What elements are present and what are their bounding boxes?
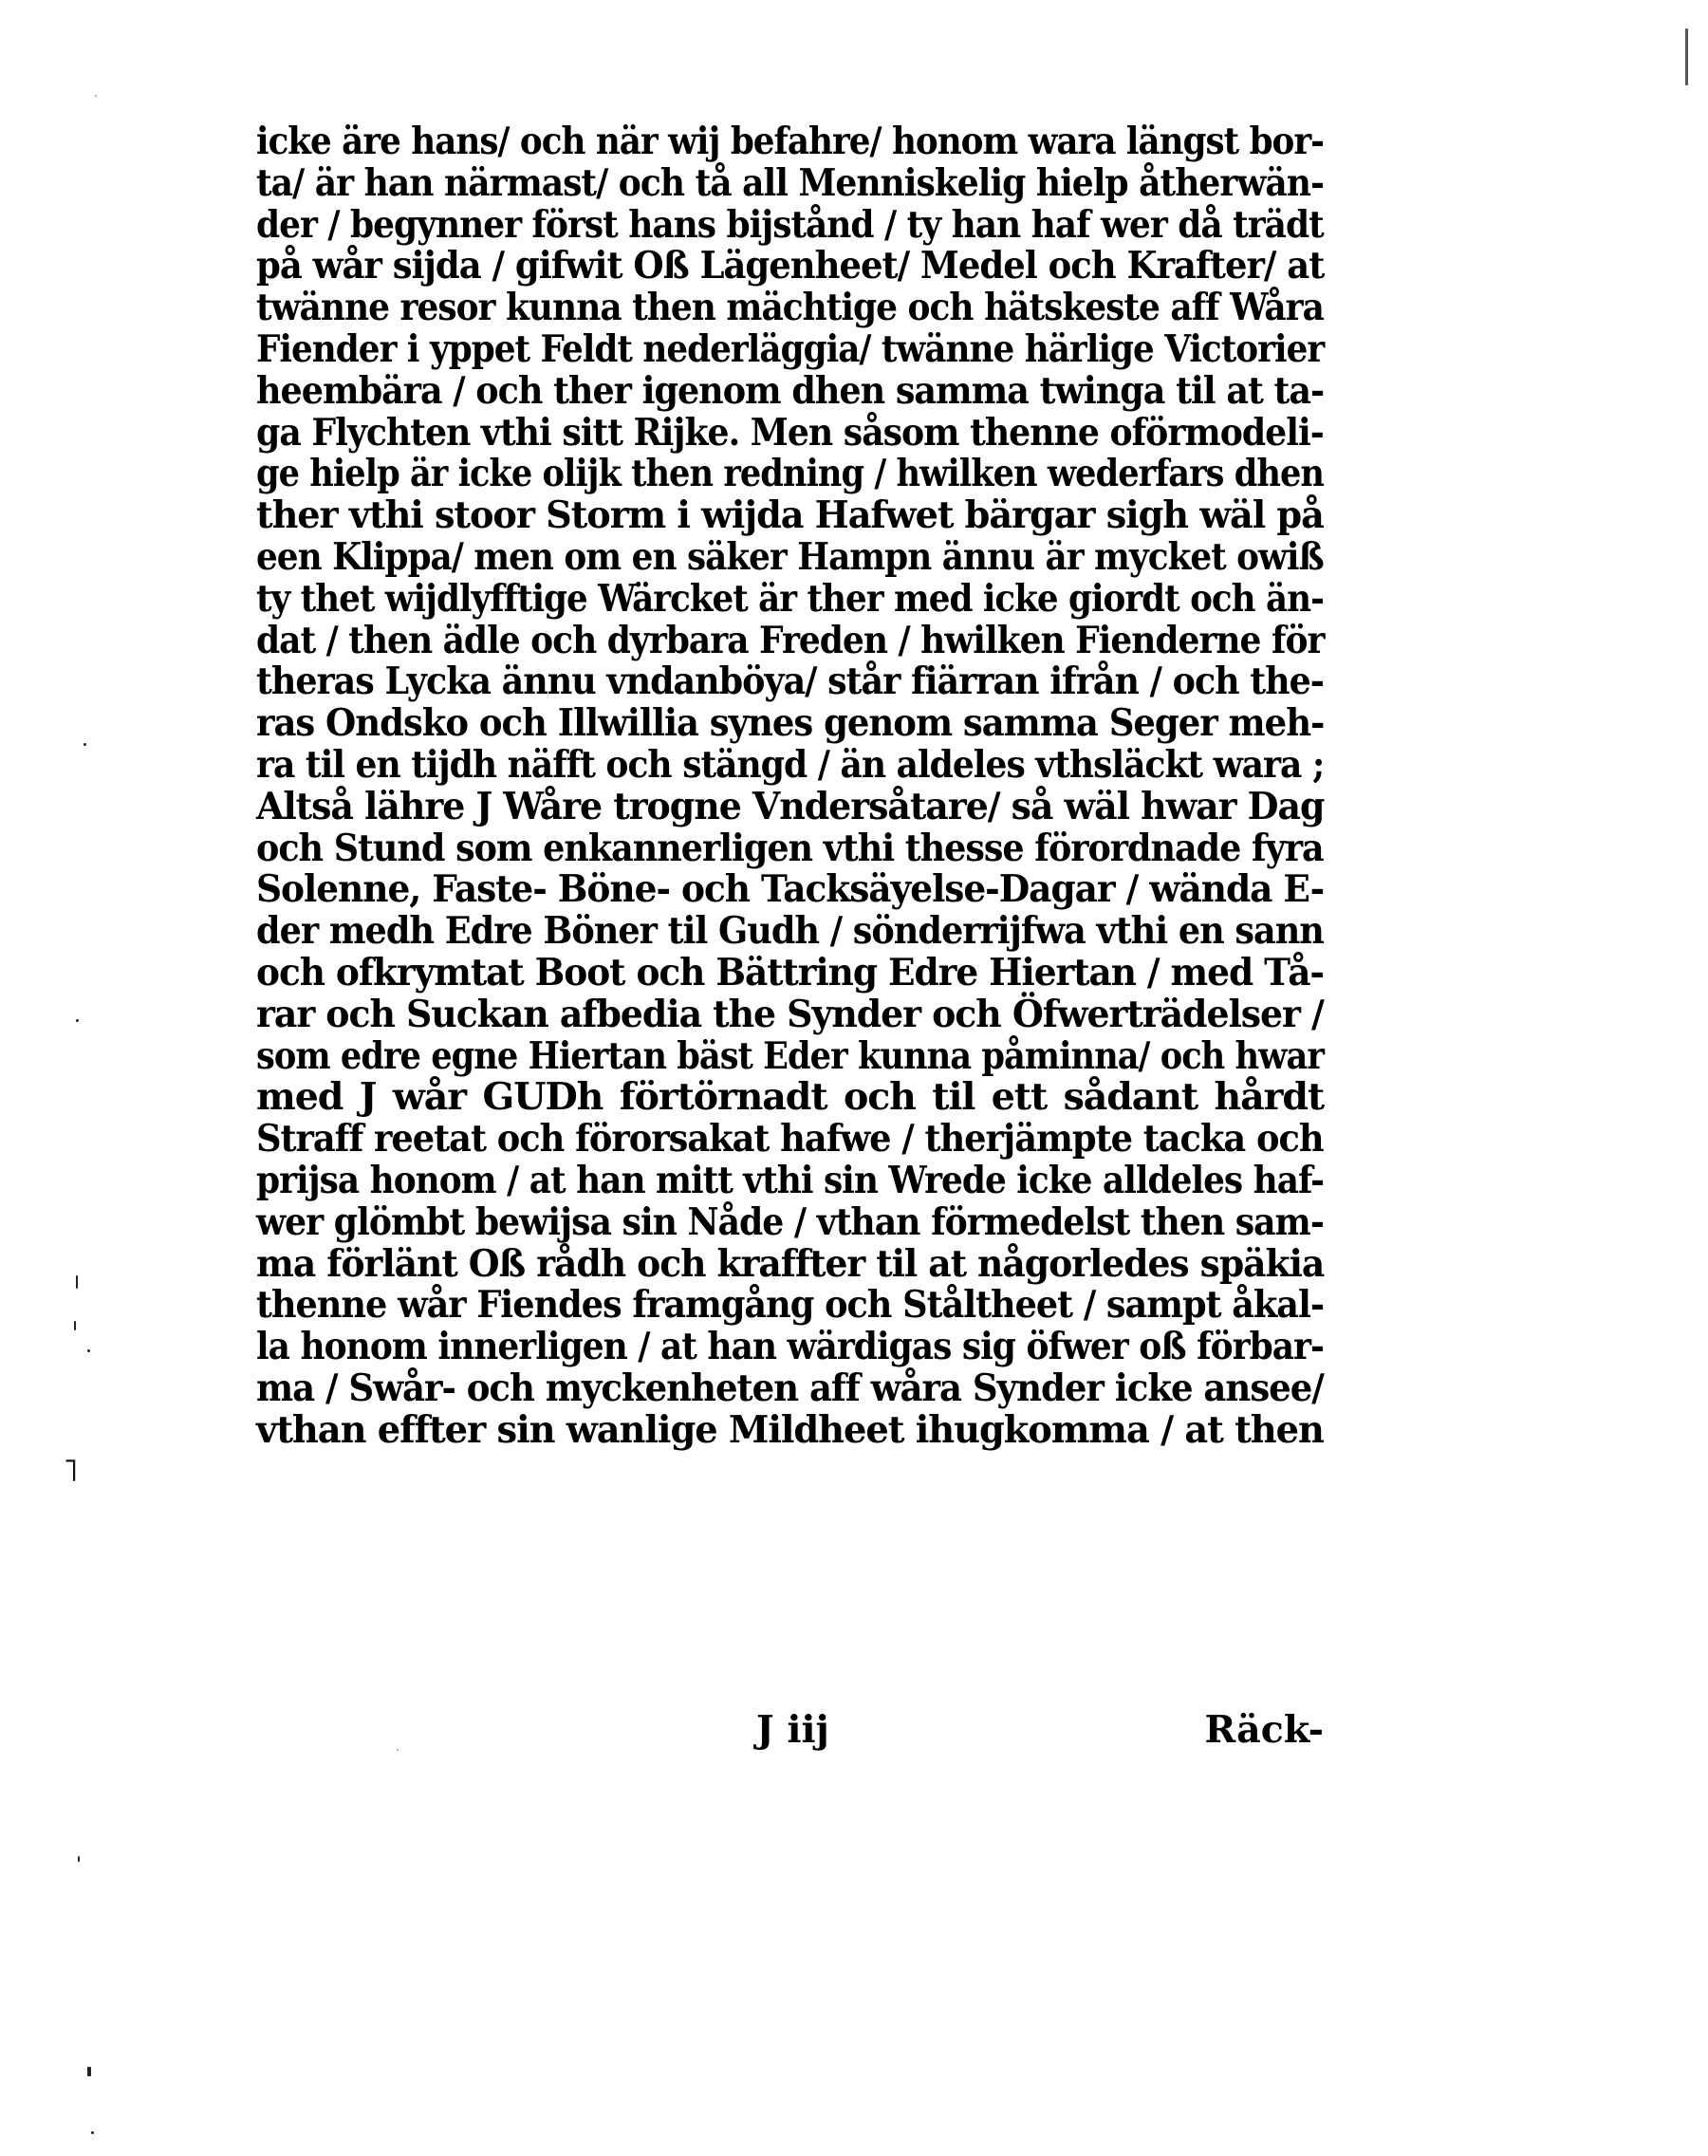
text-line: Fiender i yppet Feldt nederläggia/ twänne härlige Victorier [256,326,1325,371]
text-line: på wår sijda / gifwit Oß Lägenheet/ Medel och Krafter/ at [256,244,1325,288]
text-line: ther vthi stoor Storm i wijda Hafwet bärgar sigh wäl på [256,493,1324,538]
speck [78,1856,80,1862]
text-line: som edre egne Hiertan bäst Eder kunna påminna/ och hwar [256,1033,1324,1078]
text-line: heembära / och ther igenom dhen samma twinga til at ta- [256,368,1325,413]
text-line: prijsa honom / at han mitt vthi sin Wrede icke alldeles haf- [256,1158,1325,1202]
speck [76,1275,78,1289]
speck [87,1349,90,1352]
text-line: ge hielp är icke olijk then redning / hwilken wederfars dhen [256,452,1325,496]
speck [74,1321,76,1330]
text-line: och Stund som enkannerligen vthi thesse förordnade fyra [256,826,1324,870]
text-line: och ofkrymtat Boot och Bättring Edre Hiertan / med Tå- [256,950,1324,994]
text-line: der medh Edre Böner til Gudh / sönderrijfwa vthi en sann [256,909,1324,954]
edge-mark [1685,28,1688,85]
speck [76,1019,79,1022]
text-line: dat / then ädle och dyrbara Freden / hwilken Fienderne för [256,618,1325,662]
text-line: la honom innerligen / at han wärdigas sig öfwer oß förbar- [256,1325,1324,1369]
text-line: Straff reetat och förorsakat hafwe / therjämpte tacka och [256,1117,1324,1162]
text-line: vthan effter sin wanlige Mildheet ihugkomma / at then [256,1407,1324,1452]
text-line: een Klippa/ men om en säker Hampn ännu är mycket owiß [256,534,1324,579]
text-line: ta/ är han närmast/ och tå all Menniskelig hielp åtherwän- [256,160,1324,205]
text-line: ty thet wijdlyfftige Wärcket är ther med icke giordt och än- [256,576,1324,621]
text-line: wer glömbt bewijsa sin Nåde / vthan förmedelst then sam- [256,1199,1324,1244]
text-line: ras Ondsko och Illwillia synes genom samma Seger meh- [256,701,1325,746]
speck [95,95,97,97]
speck [91,2131,94,2134]
text-line: ra til en tijdh näfft och stängd / än aldeles vthsläckt wara ; [256,742,1325,787]
signature-mark: J iij [756,1708,829,1752]
catchword: Räck- [1204,1708,1324,1752]
text-line: ga Flychten vthi sitt Rijke. Men såsom thenne oförmodeli- [256,410,1324,455]
text-line: twänne resor kunna then mächtige och hätskeste aff Wåra [256,286,1324,330]
page-footer [256,1708,1324,1756]
text-line: icke äre hans/ och när wij befahre/ honom wara längst bor- [256,120,1324,163]
text-line: Altså lähre J Wåre trogne Vndersåtare/ så wäl hwar Dag [256,784,1325,828]
text-line: rar och Suckan afbedia the Synder och Öfwerträdelser / [256,992,1324,1036]
text-line: med J wår GUDh förtörnadt och til ett sådant hårdt [256,1075,1324,1120]
speck [397,1749,399,1751]
text-line: thenne wår Fiendes framgång och Ståltheet / sampt åkal- [256,1283,1325,1328]
speck [87,2067,91,2076]
text-line: Solenne, Faste- Böne- och Tacksäyelse-Dagar / wända E- [256,867,1325,912]
text-line: ma / Swår- och myckenheten aff wåra Synder icke ansee/ [256,1366,1324,1410]
text-line: ma förlänt Oß rådh och kraffter til at någorledes späkia [256,1241,1325,1286]
body-text [256,121,1324,1452]
margin-hook-icon: ˥ [63,1452,79,1490]
text-line: theras Lycka ännu vndanböya/ står fiärran ifrån / och the- [256,660,1324,704]
speck [84,743,86,746]
text-line: der / begynner först hans bijstånd / ty han haf wer då trädt [256,202,1324,247]
